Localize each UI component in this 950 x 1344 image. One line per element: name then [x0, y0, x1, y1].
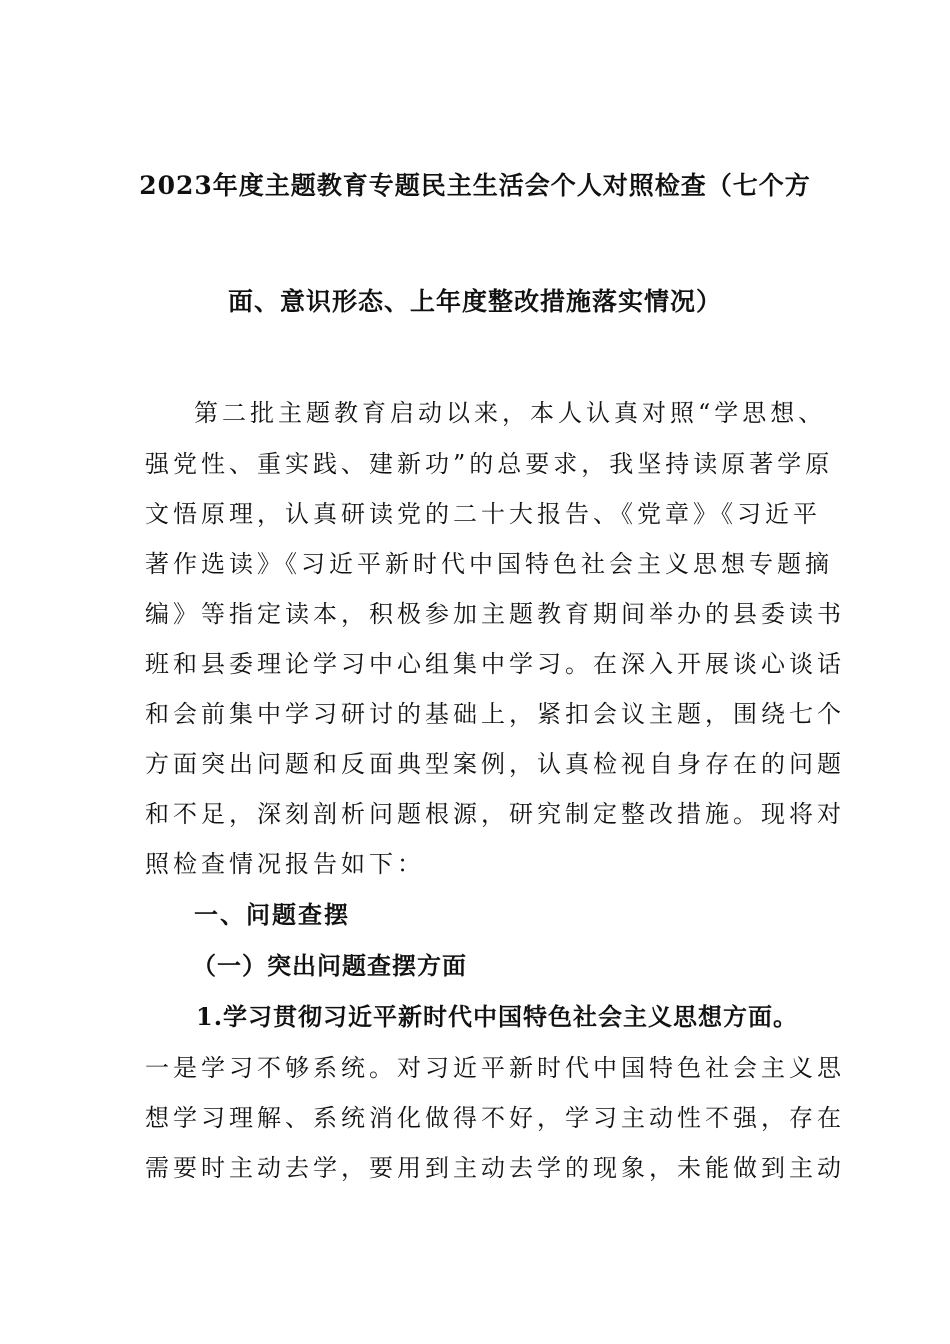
subsection-heading: （一）突出问题查摆方面: [192, 951, 467, 980]
document-title-line-2: 面、意识形态、上年度整改措施落实情况）: [227, 287, 722, 316]
intro-paragraph-line: 编》等指定读本，积极参加主题教育期间举办的县委读书: [145, 600, 845, 628]
intro-paragraph-line: 方面突出问题和反面典型案例，认真检视自身存在的问题: [145, 750, 845, 778]
item-paragraph-line: 需要时主动去学，要用到主动去学的现象，未能做到主动: [145, 1154, 845, 1182]
intro-paragraph-line: 和会前集中学习研讨的基础上，紧扣会议主题，围绕七个: [145, 700, 845, 728]
document-title-line-1: 2023年度主题教育专题民主生活会个人对照检查（七个方: [139, 171, 811, 200]
intro-paragraph-line: 第二批主题教育启动以来，本人认真对照“学思想、: [194, 399, 827, 427]
item-paragraph-line: 想学习理解、系统消化做得不好，学习主动性不强，存在: [145, 1104, 845, 1132]
intro-paragraph-line: 班和县委理论学习中心组集中学习。在深入开展谈心谈话: [145, 650, 845, 678]
section-heading-problems: 一、问题查摆: [194, 900, 350, 929]
item-heading: 1.学习贯彻习近平新时代中国特色社会主义思想方面。: [196, 1002, 799, 1031]
intro-paragraph-line: 照检查情况报告如下：: [145, 850, 425, 878]
intro-paragraph-line: 强党性、重实践、建新功”的总要求，我坚持读原著学原: [145, 450, 834, 478]
intro-paragraph-line: 著作选读》《习近平新时代中国特色社会主义思想专题摘: [145, 550, 833, 578]
intro-paragraph-line: 和不足，深刻剖析问题根源，研究制定整改措施。现将对: [145, 800, 845, 828]
item-paragraph-line: 一是学习不够系统。对习近平新时代中国特色社会主义思: [145, 1054, 845, 1082]
intro-paragraph-line: 文悟原理，认真研读党的二十大报告、《党章》《习近平: [145, 500, 821, 528]
